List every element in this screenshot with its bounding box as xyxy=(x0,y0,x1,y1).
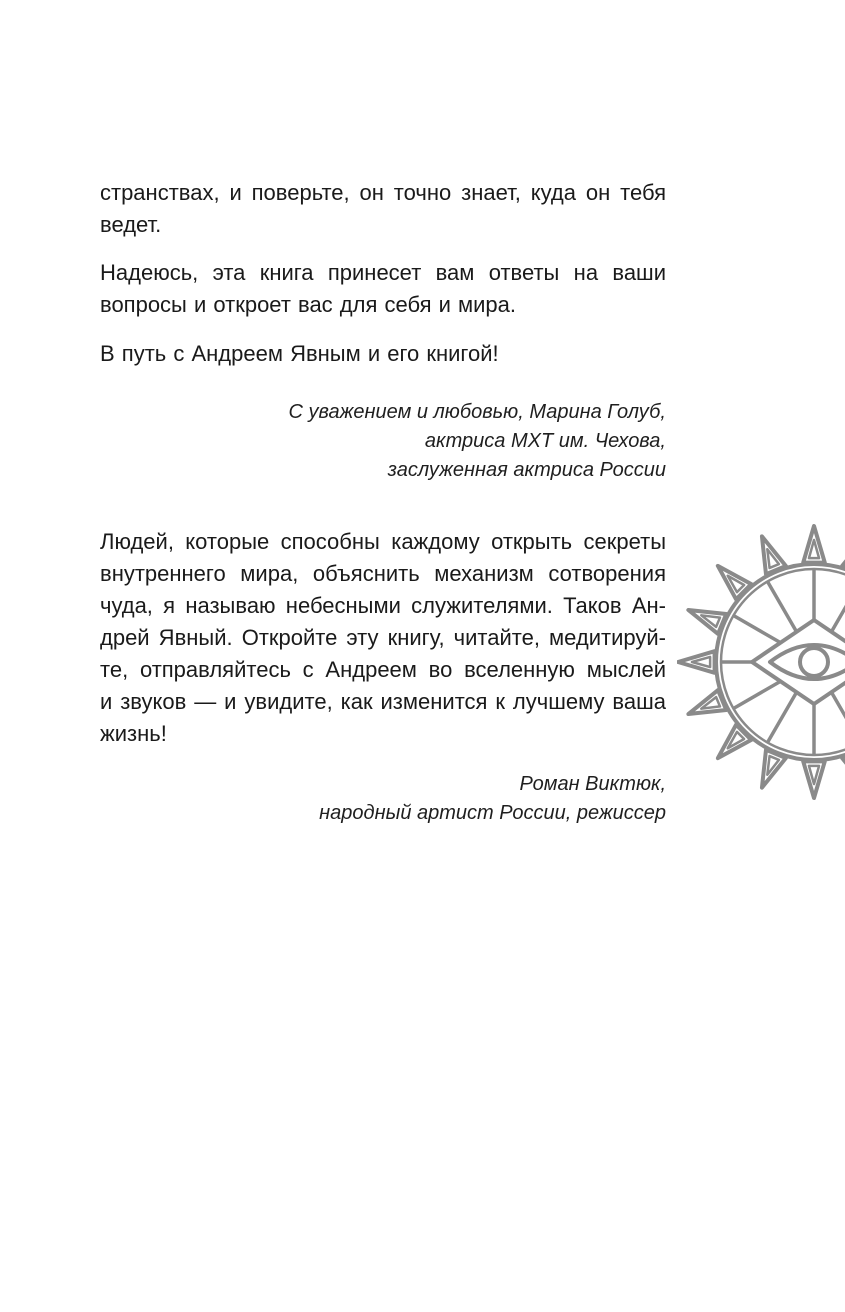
paragraph-line: Надеюсь, эта книга принесет вам ответы на ваши xyxy=(100,260,666,285)
signature-line: заслуженная актриса России xyxy=(387,459,666,481)
paragraph-hope xyxy=(100,257,666,321)
sun-eye-mandala-icon xyxy=(677,524,845,804)
paragraph-line: В путь с Андреем Явным и его книгой! xyxy=(100,341,499,366)
paragraph-onward xyxy=(100,338,666,370)
paragraph-line: странствах, и поверьте, он точно знает, куда он тебя xyxy=(100,180,666,205)
paragraph-line: те, отправляйтесь с Андреем во вселенную мыслей xyxy=(100,657,666,682)
signature-line: Роман Виктюк, xyxy=(519,773,666,795)
paragraph-line: Людей, которые способны каждому открыть секреты xyxy=(100,529,666,554)
sun-ray xyxy=(718,725,751,758)
paragraph-line: чуда, я называю небесными служителями. Таков Ан- xyxy=(100,593,666,618)
signature-marina-golub xyxy=(289,398,666,485)
paragraph-line: жизнь! xyxy=(100,721,167,746)
paragraph-line: внутреннего мира, объяснить механизм сотворения xyxy=(100,561,666,586)
paragraph-strange-travels xyxy=(100,177,666,241)
signature-line: С уважением и любовью, Марина Голуб, xyxy=(288,401,666,423)
mandala-spoke xyxy=(829,688,845,743)
paragraph-line: и звуков — и увидите, как изменится к лучшему ваша xyxy=(100,689,666,714)
paragraph-line: дрей Явный. Откройте эту книгу, читайте, медитируй- xyxy=(100,625,666,650)
mandala-spoke xyxy=(768,688,800,743)
paragraph-line: ведет. xyxy=(100,212,162,237)
eye-pupil xyxy=(800,648,828,676)
sun-ray xyxy=(718,566,751,599)
paragraph-celestial-servants xyxy=(100,526,666,750)
mandala-spoke xyxy=(829,581,845,636)
signature-roman-viktyuk xyxy=(319,770,666,828)
signature-line: народный артист России, режиссер xyxy=(319,802,666,824)
mandala-spoke xyxy=(768,581,800,636)
signature-line: актриса МХТ им. Чехова, xyxy=(424,430,666,452)
paragraph-line: вопросы и откроет вас для себя и мира. xyxy=(100,292,517,317)
